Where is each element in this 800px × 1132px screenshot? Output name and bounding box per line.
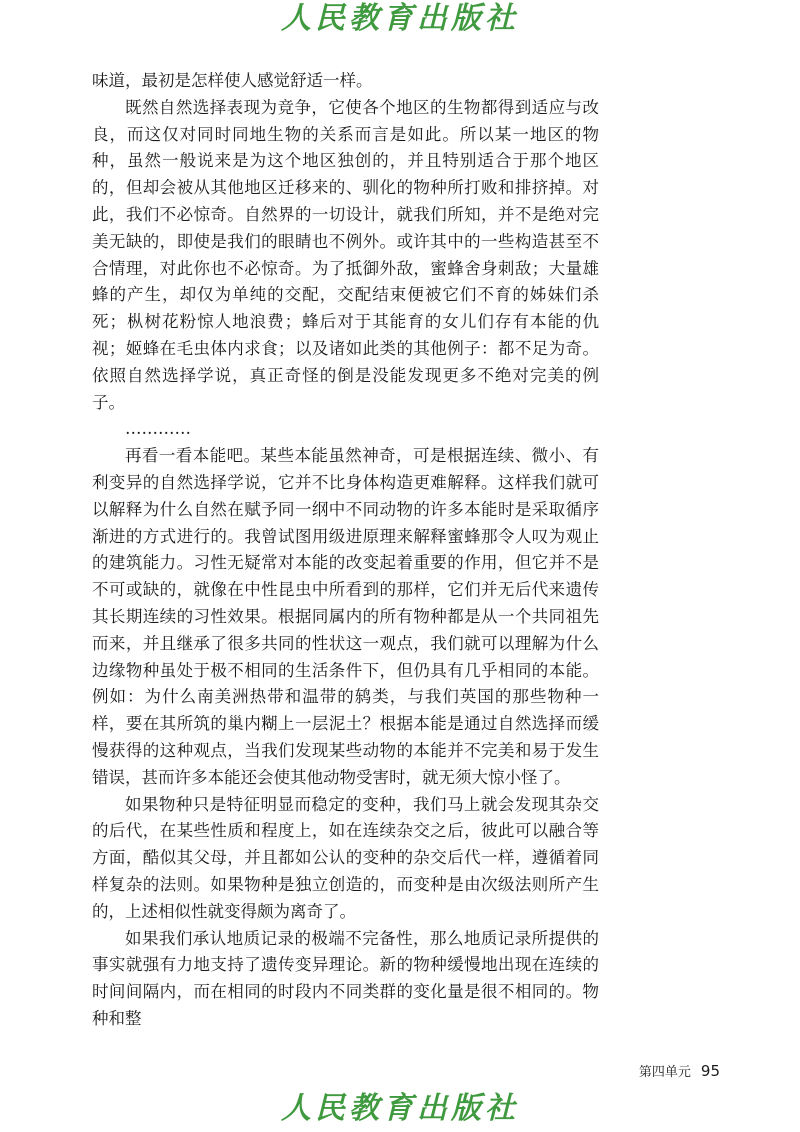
page-body bbox=[92, 68, 599, 1033]
page-number: 95 bbox=[700, 1062, 720, 1080]
paragraph-instinct: 再看一看本能吧。某些本能虽然神奇，可是根据连续、微小、有利变异的自然选择学说，它并不比身体构造更难解释。这样我们就可以解释为什么自然在赋予同一纲中不同动物的许多本能时是采取循序渐进的方式进行的。我曾试图用级进原理来解释蜜蜂那令人叹为观止的建筑能力。习性无疑常对本能的改变起着重要的作用，但它并不是不可或缺的，就像在中性昆虫中所看到的那样，它们并无后代来遗传其长期连续的习性效果。根据同属内的所有物种都是从一个共同祖先而来，并且继承了很多共同的性状这一观点，我们就可以理解为什么边缘物种虽处于极不相同的生活条件下，但仍具有几乎相同的本能。例如：为什么南美洲热带和温带的鸫类，与我们英国的那些物种一样，要在其所筑的巢内糊上一层泥土？根据本能是通过自然选择而缓慢获得的这种观点，当我们发现某些动物的本能并不完美和易于发生错误，甚而许多本能还会使其他动物受害时，就无须大惊小怪了。 bbox=[92, 446, 599, 787]
paragraph-continuation: 味道，最初是怎样使人感觉舒适一样。 bbox=[92, 71, 373, 90]
publisher-watermark-top: 人民教育出版社 bbox=[281, 1, 519, 36]
paragraph-natural-selection: 既然自然选择表现为竞争，它使各个地区的生物都得到适应与改良，而这仅对同时同地生物的关系而言是如此。所以某一地区的物种，虽然一般说来是为这个地区独创的，并且特别适合于那个地区的，但却会被从其他地区迁移来的、驯化的物种所打败和排挤掉。对此，我们不必惊奇。自然界的一切设计，就我们所知，并不是绝对完美无缺的，即使是我们的眼睛也不例外。或许其中的一些构造甚至不合情理，对此你也不必惊奇。为了抵御外敌，蜜蜂舍身刺敌；大量雄蜂的产生，却仅为单纯的交配，交配结束便被它们不育的姊妹们杀死；枞树花粉惊人地浪费；蜂后对于其能育的女儿们存有本能的仇视；姬蜂在毛虫体内求食；以及诸如此类的其他例子：都不足为奇。依照自然选择学说，真正奇怪的倒是没能发现更多不绝对完美的例子。 bbox=[92, 97, 599, 412]
page-footer bbox=[639, 1061, 720, 1080]
publisher-watermark-bottom: 人民教育出版社 bbox=[281, 1091, 519, 1126]
paragraph-geological-record: 如果我们承认地质记录的极端不完备性，那么地质记录所提供的事实就强有力地支持了遗传变异理论。新的物种缓慢地出现在连续的时间间隔内，而在相同的时段内不同类群的变化量是很不相同的。物种和整 bbox=[92, 928, 599, 1028]
paragraph-hybrids: 如果物种只是特征明显而稳定的变种，我们马上就会发现其杂交的后代，在某些性质和程度上，如在连续杂交之后，彼此可以融合等方面，酷似其父母，并且都如公认的变种的杂交后代一样，遵循着同样复杂的法则。如果物种是独立创造的，而变种是由次级法则所产生的，上述相似性就变得颇为离奇了。 bbox=[92, 794, 599, 921]
unit-label: 第四单元 bbox=[638, 1065, 691, 1080]
omission-marker: ………… bbox=[125, 419, 191, 439]
